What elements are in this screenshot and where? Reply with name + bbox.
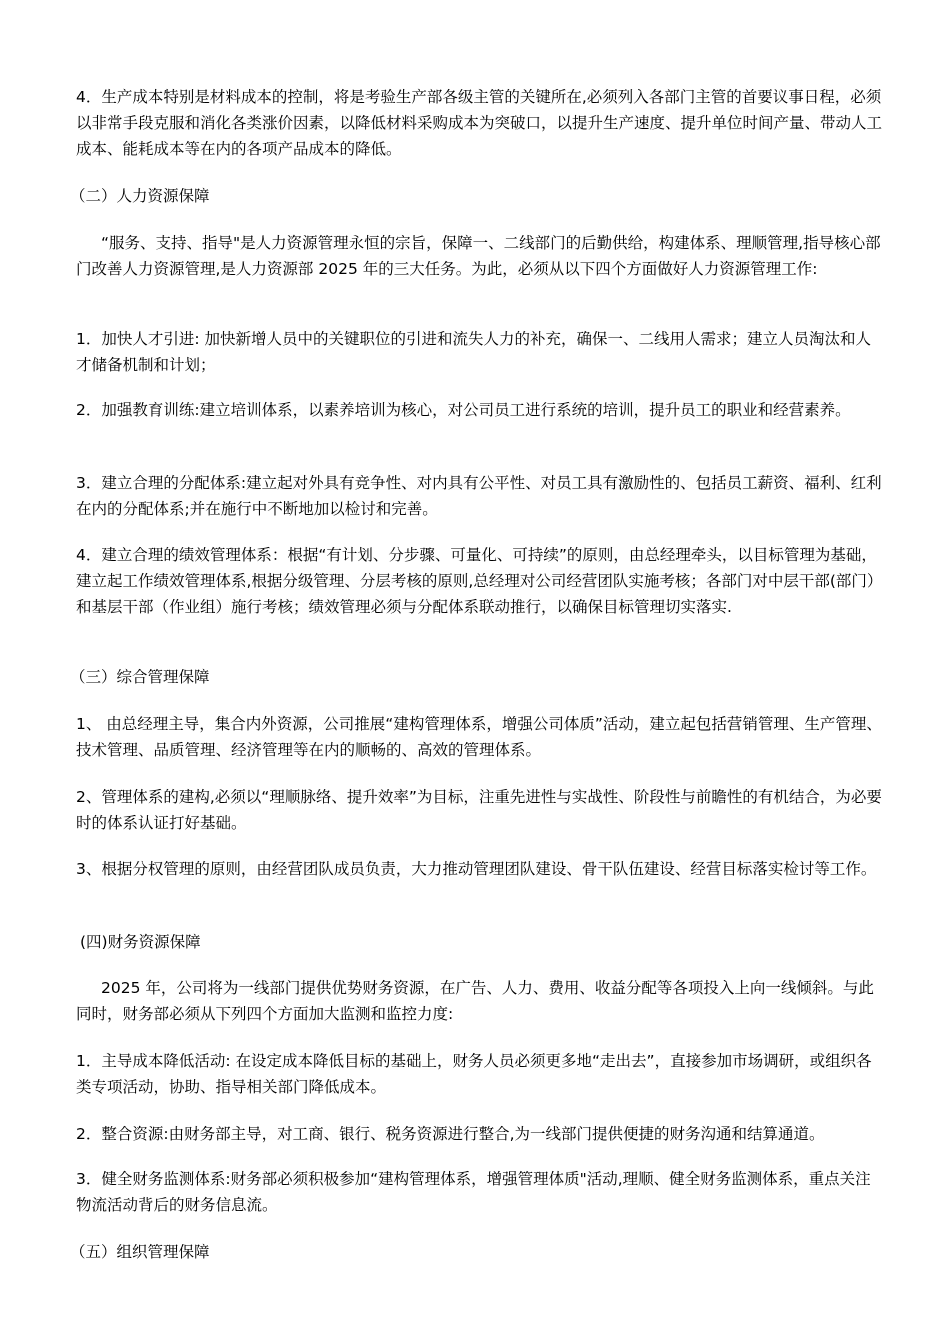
heading-finance-guarantee: (四)财务资源保障 (80, 933, 201, 951)
paragraph-hr-item-3: 3．建立合理的分配体系:建立起对外具有竞争性、对内具有公平性、对员工具有激励性的、包括员工薪资、福利、红利在内的分配体系;并在施行中不断地加以检讨和完善。 (76, 474, 882, 518)
paragraph-finance-item-3: 3．健全财务监测体系:财务部必须积极参加“建构管理体系，增强管理体质"活动,理顺、健全财务监测体系，重点关注物流活动背后的财务信息流。 (76, 1170, 871, 1214)
paragraph-hr-item-1: 1．加快人才引进: 加快新增人员中的关键职位的引进和流失人力的补充，确保一、二线用人需求；建立人员淘汰和人才储备机制和计划； (76, 330, 872, 374)
paragraph-hr-item-2: 2．加强教育训练:建立培训体系，以素养培训为核心，对公司员工进行系统的培训，提升员工的职业和经营素养。 (76, 401, 851, 419)
heading-hr-guarantee: （二）人力资源保障 (70, 187, 210, 205)
paragraph-hr-intro: “服务、支持、指导"是人力资源管理永恒的宗旨，保障一、二线部门的后勤供给，构建体系、理顺管理,指导核心部门改善人力资源管理,是人力资源部 2025 年的三大任务。为此，必须从以下四个方面做好人力资源管理工作: (76, 234, 881, 278)
paragraph-management-item-3: 3、根据分权管理的原则，由经营团队成员负责，大力推动管理团队建设、骨干队伍建设、经营目标落实检讨等工作。 (76, 860, 877, 878)
heading-general-management: （三）综合管理保障 (70, 668, 210, 686)
paragraph-management-item-2: 2、管理体系的建构,必须以“理顺脉络、提升效率”为目标，注重先进性与实战性、阶段性与前瞻性的有机结合，为必要时的体系认证打好基础。 (76, 788, 882, 832)
paragraph-management-item-1: 1、 由总经理主导，集合内外资源，公司推展“建构管理体系，增强公司体质”活动，建立起包括营销管理、生产管理、技术管理、品质管理、经济管理等在内的顺畅的、高效的管理体系。 (76, 715, 882, 759)
paragraph-finance-item-2: 2．整合资源:由财务部主导，对工商、银行、税务资源进行整合,为一线部门提供便捷的财务沟通和结算通道。 (76, 1125, 825, 1143)
paragraph-finance-intro: 2025 年，公司将为一线部门提供优势财务资源，在广告、人力、费用、收益分配等各项投入上向一线倾斜。与此同时，财务部必须从下列四个方面加大监测和监控力度: (76, 979, 874, 1023)
paragraph-finance-item-1: 1．主导成本降低活动: 在设定成本降低目标的基础上，财务人员必须更多地“走出去”，直接参加市场调研，或组织各类专项活动，协助、指导相关部门降低成本。 (76, 1052, 872, 1096)
heading-organization-management: （五）组织管理保障 (70, 1243, 210, 1261)
paragraph-hr-item-4: 4．建立合理的绩效管理体系：根据“有计划、分步骤、可量化、可持续”的原则，由总经理牵头，以目标管理为基础，建立起工作绩效管理体系,根据分级管理、分层考核的原则,总经理对公司经营团队实施考核；各部门对中层干部(部门）和基层干部（作业组）施行考核；绩效管理必须与分配体系联动推行，以确保目标管理切实落实. (76, 546, 877, 616)
paragraph-cost-control: 4．生产成本特别是材料成本的控制，将是考验生产部各级主管的关键所在,必须列入各部门主管的首要议事日程，必须以非常手段克服和消化各类涨价因素，以降低材料采购成本为突破口，以提升生产速度、提升单位时间产量、带动人工成本、能耗成本等在内的各项产品成本的降低。 (76, 88, 883, 158)
